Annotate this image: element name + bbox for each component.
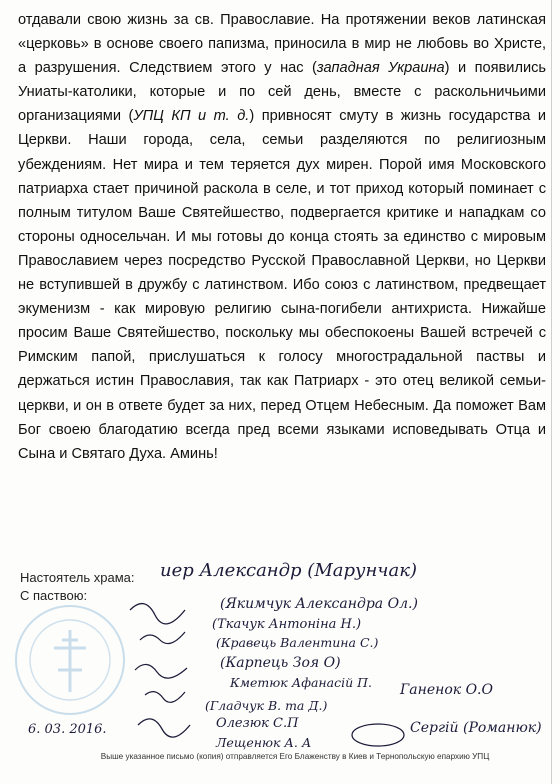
region-note: западная Украина <box>316 60 445 77</box>
rector-handwritten-signature: иер Александр (Марунчак) <box>160 560 418 581</box>
letter-paragraph <box>18 8 546 466</box>
letter-text-line: отдавали свою жизнь за св. Православие. На протяжении веков <box>18 12 471 28</box>
handwritten-marks <box>120 590 210 760</box>
signer-name: Кметюк Афанасій П. <box>230 675 373 690</box>
letter-text-line: латинская «церковь» в основе своего папизма, приносила в мир не <box>18 12 546 53</box>
handwritten-marks <box>350 720 410 750</box>
letter-body <box>18 8 546 466</box>
signer-name: Ганенок О.О <box>400 682 493 698</box>
letter-text-line: вместе с раскольничьими организациями ( <box>18 84 546 125</box>
rector-label: Настоятель храма: <box>20 570 135 585</box>
signer-name: Лещенюк А. А <box>216 735 312 750</box>
signer-name: Олезюк С.П <box>216 716 299 731</box>
signer-name: (Якимчук Александра Ол.) <box>220 596 418 612</box>
footer-note: Выше указанное письмо (копия) отправляется Его Блаженству в Киев и Тернопольскую епархию УПЦ <box>100 752 490 761</box>
signer-name: Сергій (Романюк) <box>410 720 542 736</box>
page-edge-divider <box>551 0 552 784</box>
signature-block <box>20 560 540 760</box>
signer-name: (Кравець Валентина С.) <box>216 635 379 650</box>
signer-name: (Карпець Зоя О) <box>220 655 341 671</box>
letter-text-line: любовь во Христе, а разрушения. Следствием этого у нас ( <box>18 36 546 77</box>
organization-note: УПЦ КП и т. д. <box>133 108 250 125</box>
letter-text-line: ) привносят смуту в жизнь государства и Церкви. Наши города, села, семьи разделяются по религиозным убеждениям. Нет мира и тем теряется дух мирен. Порой имя Московского патриарха стает причиной раскола в селе, и тот приход который поминает с полным титулом Ваше Святейшество, подвергается критике и нападкам со стороны односельчан. И мы готовы до конца стоять за единство с мировым Православием через посредство Русской Православной Церкви, но Церкви не вступившей в дружбу с латинством. Ибо союз с латинством, предвещает экуменизм - как мировую религию сына-погибели антихриста. Нижайше просим Ваше Святейшество, поскольку мы обеспокоены Вашей встречей с Римским папой, прислушаться к голосу многострадальной паствы и держаться истин Православия, так как Патриарх - это отец великой семьи-церкви, и он в ответе будет за них, перед Отцем Небесным. Да поможет Вам Бог своею благодатию всегда пред всеми языками исповедывать Отца и Сына и Святаго Духа. Аминь! <box>18 108 546 462</box>
signature-date: 6. 03. 2016. <box>28 722 107 737</box>
flock-label: С паствою: <box>20 588 88 603</box>
signer-name: (Ткачук Антоніна Н.) <box>212 617 362 632</box>
letter-text-line: ) и появились Униаты-католики, которые и по сей день, <box>18 60 547 101</box>
signer-name: (Гладчук В. та Д.) <box>205 698 328 713</box>
